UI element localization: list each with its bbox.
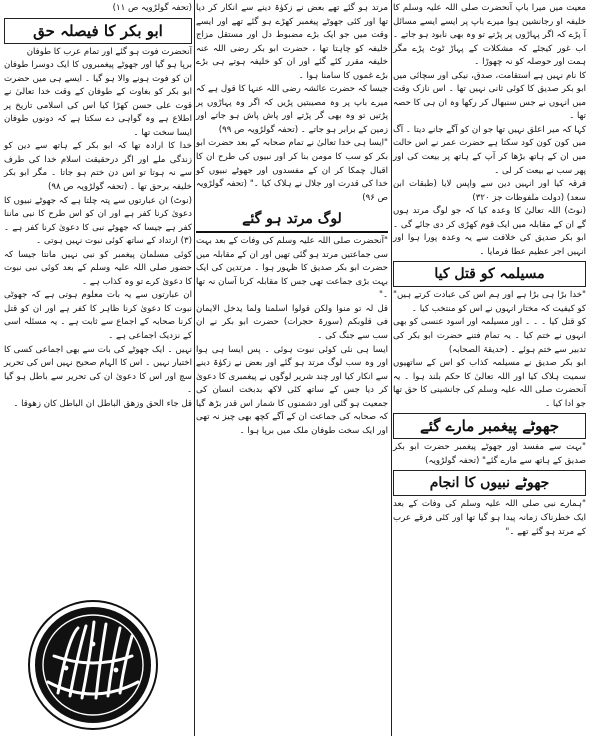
paragraph: "بہت سے مفسد اور جھوٹے پیغمبر حضرت ابو بکر صدیق کے ہاتھ سے مارے گئے" (تحفہ گولڑویہ) [393, 442, 586, 466]
paragraph: (نوٹ) ان عبارتوں سے پتہ چلتا ہے کہ جھوٹے نبیوں کا دعویٰ کرنا کفر ہے اور ان کو اس طرح کا نبی ماننا کفر ہے جیسا کہ جھوٹے نبی کا دعویٰ کرنا کفر ہے ۔ (۳) ارتداد کے ساتھ کوئی نبوت نہیں ہوتی ۔ [4, 195, 192, 247]
calligraphy-emblem [8, 598, 178, 732]
paragraph: قل جاء الحق وزهق الباطل ان الباطل کان زهوقا ۔ [13, 398, 192, 409]
column-right [393, 2, 586, 539]
paragraph: برپا ہو گیا اور جھوٹے پیغمبروں کا ایک دوسرا طوفان ان کو فوت ہونے والا ہو گیا ۔ ایسے ہی میں حضرت ابو بکر کو بغاوت کے طوفان کے وقت خدا تعالیٰ نے قوت علی حسن کھڑا کیا اس کی اسلامی تاریخ پر اطلاع ہے وہ گواہی دے سکتا ہے کہ دونوں طوفان ایسا سخت تھا ۔ [4, 60, 192, 138]
section-heading: جھوٹے نبیوں کا انجام [393, 470, 586, 496]
paragraph: ایسا ہی نئی کوئی نبوت ہوئی ۔ پس ایسا ہی ہوا اور وہ سب لوگ مرتد ہو گئے اور بعض نے زکوٰۃ دینے سے انکار کیا اور چند شریر لوگوں نے پیغمبری کا دعویٰ کر دیا جس کے ساتھ کئی لاکھ بدبخت انسان کی جمعیت ہو گئی اور دشمنوں کا شمار اس قدر بڑھ گیا کہ صحابہ کی جماعت ان کے آگے کچھ بھی چیز نہ تھی اور ایک سخت طوفان ملک میں برپا ہوا ۔ [196, 344, 388, 436]
paragraph: (نوٹ) اللہ تعالیٰ کا وعدہ کیا کہ جو لوگ مرتد ہوں گے ان کے مقابلہ میں ایک قوم کھڑی کر دی جائے گی ۔ ابو بکر صدیق کی خلافت سے یہ وعدہ پورا ہوا اور انہیں اجر عظیم عطا فرمایا ۔ [393, 206, 586, 257]
section-heading: ابو بکر کا فیصلہ حق [4, 18, 192, 44]
reference-note: (تحفہ گولڑویہ ص ۱۱) [112, 3, 192, 13]
paragraph: جیسا کہ حضرت عائشہ رضی اللہ عنہا کا قول ہے کہ میرے باپ پر وہ مصیبتیں پڑیں کہ اگر وہ پہاڑوں پر پڑتیں تو وہ بھی گر پڑتے اور پاش پاش ہو جاتے اور زمین کے برابر ہو جاتے ۔ (تحفہ گولڑویہ ص ۹۹) [196, 84, 388, 135]
paragraph: معیت میں میرا باپ آنحضرت صلی اللہ علیہ وسلم کا خلیفہ او رجانشین ہوا میرے باپ پر ایسے ایسے مسائل آ پڑے کہ اگر پہاڑوں پر پڑتے تو وہ بھی نابود ہو جاتے ۔ اب غور کیجئے کہ مشکلات کے پہاڑ ٹوٹ پڑے مگر ہمت اور حوصلہ کو نہ چھوڑا ۔ [393, 3, 586, 68]
section-heading: مسیلمہ کو قتل کیا [393, 261, 586, 287]
quote-paragraph: "ایسا ہی خدا تعالیٰ نے تمام صحابہ کے بعد حضرت ابو بکر کو سب کا مومن بنا کر اور نبیوں کی طرح ان کا اقبال چمکا کر ان کے مفسدوں اور جھوٹے نبیوں کو خدا کی قدرت اور جلال نے ہلاک کیا ۔" (تحفہ گولڑویہ ص ۹۶) [196, 138, 388, 203]
paragraph: "آنحضرت صلی اللہ علیہ وسلم کی وفات کے بعد بہت سی جماعتیں مرتد ہو گئی تھیں اور ان کے مقابلہ میں حضرت ابو بکر صدیق کا ظہور ہوا ۔ مرتدین کی ایک بہت بڑی جماعت تھی جس کا مقابلہ کرنا آسان نہ تھا ۔" [196, 236, 388, 301]
paragraph: فرقہ کیا اور انہیں دین سے واپس لایا (طبقات ابن سعد) (دولت ملفوظات جز ۳۲۰) [393, 179, 586, 203]
column-divider [391, 0, 392, 736]
paragraph: ابو بکر صدیق نے مسیلمہ کذاب کو اس کے ساتھیوں سمیت ہلاک کیا اور اللہ تعالیٰ کا حکم بلند ہوا ۔ یہ آنحضرت صلی اللہ علیہ وسلم کی جانشینی کا حق تھا جو ادا کیا ۔ [393, 358, 586, 409]
column-divider [194, 0, 195, 736]
paragraph: کہا کہ میر اعلق نہیں تھا جو ان کو آگے جانے دیتا ۔ آگ میں کون کون کود سکتا ہے حضرت عمر نے اس حالت میں ان کے ہاتھ بڑھا کر آپ کے ہاتھ پر بیعت کی اور پھر سب نے بیعت کر لی ۔ [393, 124, 586, 176]
column-left [4, 2, 192, 411]
paragraph: کوئی مسلمان پیغمبر کو نبی نہیں مانتا جیسا کہ حضور صلی اللہ علیہ وسلم کے بعد کوئی نبی نبوت کا دعویٰ کرے تو وہ کذاب ہے ۔ [4, 249, 192, 287]
column-middle [196, 2, 388, 438]
section-heading: لوگ مرتد ہو گئے [196, 207, 388, 233]
section-heading: جھوٹے پیغمبر مارے گئے [393, 413, 586, 439]
paragraph: ان عبارتوں سے یہ بات معلوم ہوتی ہے کہ جھوٹی نبوت کا دعویٰ کرنا ظاہر کا کفر ہے اور ان کو قتل کرنا صحابہ کے اجماع سے ثابت ہے ۔ یہ مسئلہ اسی کے نزدیک اجماعی ہے ۔ [4, 290, 192, 342]
paragraph: "ہمارے نبی صلی اللہ علیہ وسلم کی وفات کے بعد ایک خطرناک زمانہ پیدا ہو گیا تھا اور کئی فرقے عرب کے مرتد ہو گئے تھے ۔" [393, 499, 586, 537]
paragraph: نہیں ۔ ایک جھوٹے کی بات سے بھی اجماعی کسی کا اختیار نہیں ۔ اس کا الہام صحیح نہیں اس کی تحریر سچ اور اس کا دعویٰ ان کی تحریر سے باطل ہو گیا ۔ [4, 344, 192, 396]
paragraph: "خدا بڑا ہی بڑا ہے اور ہم اس کی عبادت کرتے ہیں" کو کیفیت کہ مختار انہوں نے اس کو منتخب کیا ۔ [393, 290, 586, 314]
paragraph: خدا کا ارادہ تھا کہ ابو بکر کے ہاتھ سے دین کو زندگی ملے اور اگر درحقیقت اسلام خدا کی طرف سے نہ ہوتا تو اس دن ختم ہو جاتا ۔ مگر ابو بکر خلیفہ برحق تھا ۔ (تحفہ گولڑویہ ص ۹۸) [4, 141, 192, 193]
subheading: آنحضرت فوت ہو گئے اور تمام عرب کا طوفان [26, 46, 192, 57]
paragraph: کا نام نہیں ہے استقامت، صدق، نیکی اور سچائی میں ابو بکر صدیق کا کوئی ثانی نہیں تھا ۔ اس نازک وقت میں انہوں نے جس سنبھال کر رکھا وہ ان ہی کا حصہ تھا ۔ [393, 70, 586, 122]
paragraph: مرتد ہو گئے تھے بعض نے زکوٰۃ دینے سے انکار کر دیا تھا اور کئی جھوٹے پیغمبر کھڑے ہو گئے تھے اور ایسے وقت میں جو ایک بڑے مضبوط دل اور مستقل مزاج خلیفہ کو چاہتا تھا ، حضرت ابو بکر رضی اللہ عنہ خلیفہ مقرر کئے گئے اور ان کو خلیفہ ہوتے ہی بڑے بڑے غموں کا سامنا ہوا ۔ [196, 3, 388, 81]
paragraph: کو قتل کیا ۔ ۔ ۔ اور مسیلمہ اور اسود عنسی کو بھی انہوں نے ختم کیا ۔ یہ تمام فتنے حضرت ابو بکر کی تدبیر سے ختم ہوئے ۔ (حدیقۃ الصحابہ) [393, 317, 586, 355]
calligraphy-seal-icon [8, 598, 178, 732]
paragraph: قل لہ تو منوا ولکن قولوا اسلمنا ولما یدخل الایمان فی قلوبکم (سورۃ حجرات) حضرت ابو بکر نے ان سب سے جنگ کی ۔ [196, 303, 388, 342]
